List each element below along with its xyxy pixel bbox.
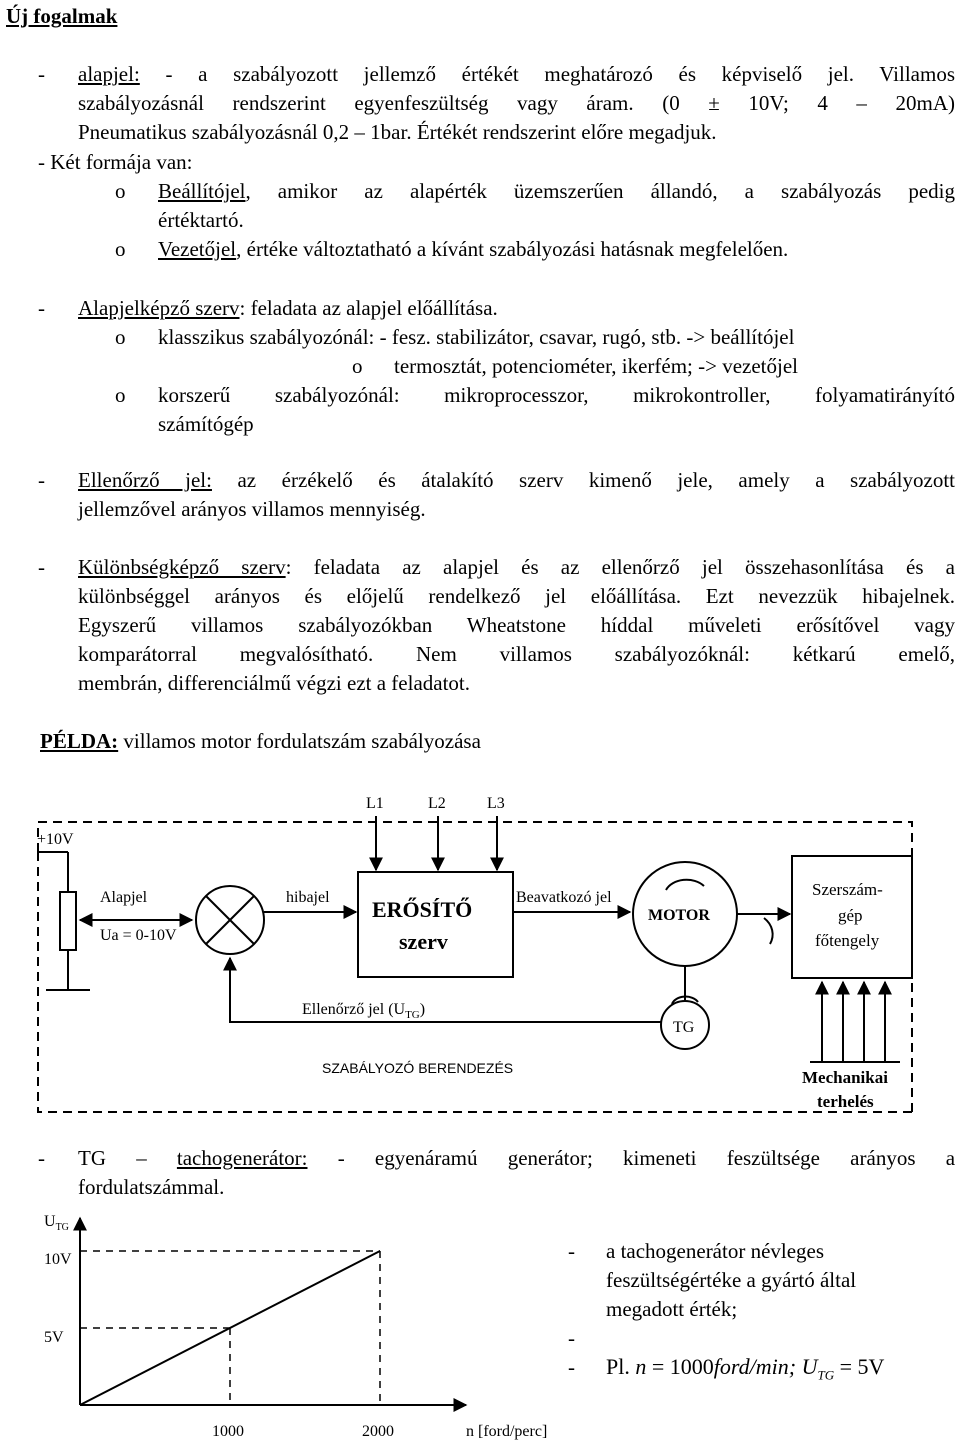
ellenorzo-jel-label: Ellenőrző jel $(U_{TG})$ (302, 1001, 426, 1022)
l1-label: L1 (366, 795, 384, 812)
bullet-o: o (115, 325, 126, 349)
mech-load-label-2: terhelés (817, 1092, 874, 1111)
ua-label: Ua = 0-10V (100, 927, 177, 944)
ellenorzo-text: az érzékelő és átalakító szerv kimenő jele, amely a szabályozott (237, 468, 956, 492)
alapjelkepzo-sub2: korszerű szabályozónál: mikroprocesszor, mikrokontroller, folyamatirányító (158, 383, 955, 407)
bullet-dash: - (38, 62, 45, 86)
bullet-o: o (115, 237, 126, 261)
pelda-text: villamos motor fordulatszám szabályozása (118, 729, 481, 753)
page-title: Új fogalmak (6, 4, 118, 28)
alapjel-forms: - Két formája van: (38, 150, 193, 174)
bullet-dash: - (568, 1355, 575, 1379)
kulonbseg-line4: komparátorral megvalósítható. Nem villamos szabályozóknál: kétkarú emelő, (78, 642, 955, 666)
pelda-label: PÉLDA: (40, 729, 119, 753)
bullet-dash: - (568, 1239, 575, 1263)
kulonbseg-line5: membrán, differenciálmű végzi ezt a feladatot. (78, 671, 471, 695)
form2-term: Vezetőjel (158, 237, 237, 261)
kulonbseg-line3: Egyszerű villamos szabályozókban Wheatstone híddal műveleti erősítővel vagy (78, 613, 955, 637)
amplifier-sublabel: szerv (399, 929, 448, 954)
form1-term: Beállítójel (158, 179, 246, 203)
amplifier-label: ERŐSÍTŐ (372, 897, 473, 922)
y-tick-label-5v: 5V (44, 1329, 64, 1346)
form1-text: , amikor az alapérték üzemszerűen állandó, a szabályozás pedig (245, 179, 955, 203)
bullet-o: o (115, 383, 126, 407)
note2-dash: - (568, 1326, 575, 1350)
note1-line1: a tachogenerátor névleges (606, 1239, 825, 1263)
v10-label: +10V (37, 831, 74, 848)
x-tick-label-1000: 1000 (212, 1423, 244, 1440)
l3-label: L3 (487, 795, 505, 812)
note1-line2: feszültségértéke a gyártó által (606, 1268, 857, 1292)
alapjel-label: Alapjel (100, 889, 148, 906)
kulonbseg-term: Különbségképző szerv (78, 555, 286, 579)
tg-term: tachogenerátor: (176, 1146, 308, 1170)
chart-ylabel: $U_{TG}$ (44, 1213, 69, 1234)
beavatkozo-label: Beavatkozó jel (516, 889, 612, 906)
tg-def-line2: fordulatszámmal. (78, 1175, 225, 1199)
kulonbseg-line2: különbséggel arányos és előjelű rendelkező jel előállítása. Ezt nevezzük hibajelnek. (78, 584, 955, 608)
kulonbseg-text: : feladata az alapjel és az ellenőrző jel összehasonlítása és a (285, 555, 955, 579)
note3: Pl. n = 1000ford/min; $U_{TG} = 5V$ (606, 1354, 885, 1383)
szabalyozo-label: SZABÁLYOZÓ BERENDEZÉS (322, 1060, 514, 1076)
form1-cont: értéktartó. (158, 208, 244, 232)
bullet-o: o (352, 354, 363, 378)
motor-label: MOTOR (648, 907, 710, 924)
alapjel-line3: Pneumatikus szabályozásnál 0,2 – 1bar. Értékét rendszerint előre megadjuk. (78, 120, 717, 144)
x-tick-label-2000: 2000 (362, 1423, 394, 1440)
ellenorzo-line2: jellemzővel arányos villamos mennyiség. (78, 497, 426, 521)
mech-load-label-1: Mechanikai (802, 1068, 888, 1087)
tg-label: TG (673, 1019, 695, 1036)
alapjel-term: alapjel: (78, 62, 140, 86)
l2-label: L2 (428, 795, 446, 812)
alapjel-text: - a szabályozott jellemző értékét meghatározó és képviselő jel. Villamos (165, 62, 956, 86)
tool-label-2: gép (838, 906, 863, 925)
y-tick-label-10v: 10V (44, 1251, 72, 1268)
form2-text: , értéke változtatható a kívánt szabályozási hatásnak megfelelően. (236, 237, 789, 261)
alapjelkepzo-text: : feladata az alapjel előállítása. (239, 296, 498, 320)
bullet-dash: - (38, 1146, 45, 1170)
tool-label-3: főtengely (815, 931, 880, 950)
alapjelkepzo-sub1b: termosztát, potenciométer, ikerfém; -> vezetőjel (394, 354, 798, 378)
note1-line3: megadott érték; (606, 1297, 738, 1321)
ellenorzo-term: Ellenőrző jel: (78, 468, 212, 492)
alapjelkepzo-sub1: klasszikus szabályozónál: - fesz. stabilizátor, csavar, rugó, stb. -> beállítójel (158, 325, 795, 349)
bullet-dash: - (38, 296, 45, 320)
bullet-dash: - (38, 555, 45, 579)
bullet-dash: - (38, 468, 45, 492)
chart-xlabel: n [ford/perc] (466, 1423, 548, 1440)
bullet-o: o (115, 179, 126, 203)
tool-label-1: Szerszám- (812, 880, 883, 899)
alapjel-line2: szabályozásnál rendszerint egyenfeszültség vagy áram. (0 ± 10V; 4 – 20mA) (78, 91, 955, 115)
alapjelkepzo-term: Alapjelképző szerv (78, 296, 240, 320)
hibajel-label: hibajel (286, 889, 330, 906)
alapjelkepzo-sub2b: számítógép (158, 412, 254, 436)
tg-def-line1: TG – tachogenerátor: - egyenáramú generátor; kimeneti feszültsége arányos a (78, 1146, 956, 1170)
